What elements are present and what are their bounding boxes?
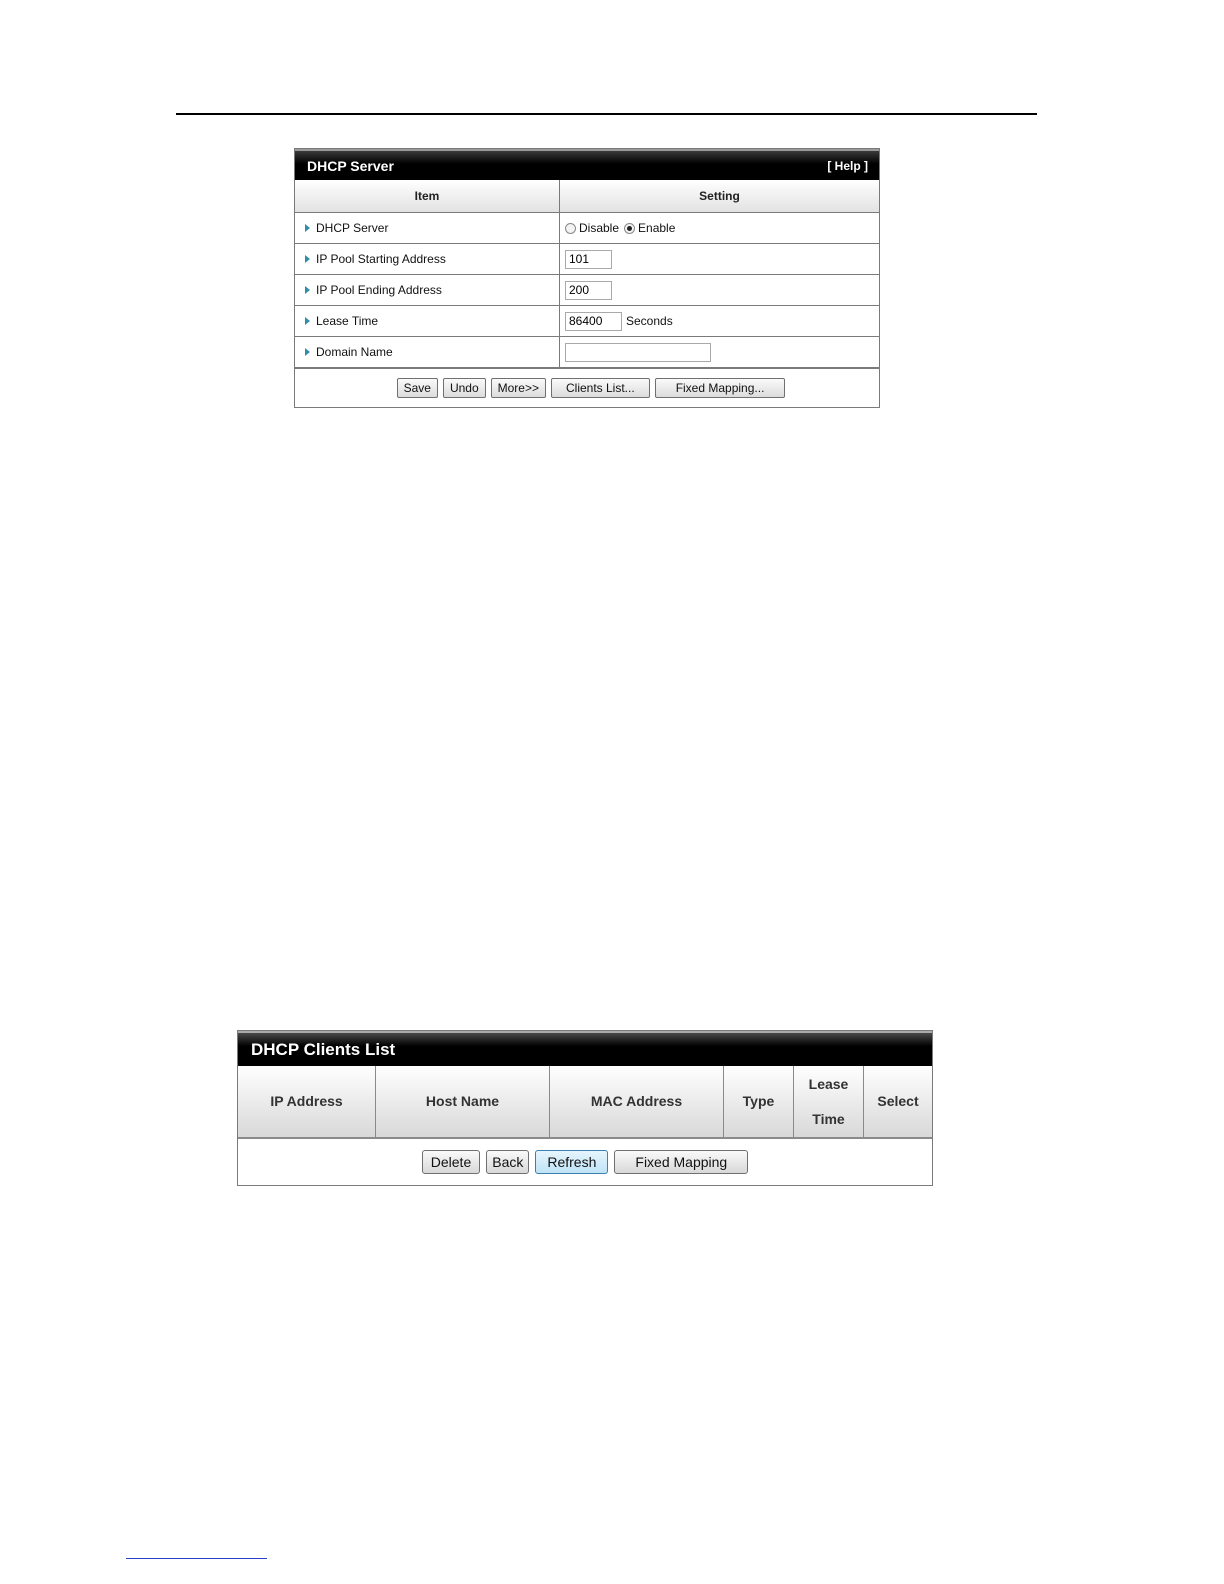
host-name-column-header: Host Name: [376, 1066, 550, 1138]
refresh-button[interactable]: Refresh: [535, 1150, 608, 1174]
table-row: [295, 244, 879, 275]
clients-list-table: [238, 1066, 932, 1138]
dhcp-server-label: DHCP Server: [316, 221, 389, 235]
dhcp-server-table: [295, 180, 879, 368]
lease-time-label: Lease Time: [316, 314, 379, 328]
back-button[interactable]: Back: [486, 1150, 529, 1174]
setting-column-header: Setting: [560, 180, 880, 213]
arrow-right-icon: [305, 255, 310, 263]
page-top-rule: [176, 113, 1037, 115]
select-column-header: Select: [864, 1066, 933, 1138]
fixed-mapping-button[interactable]: Fixed Mapping...: [655, 378, 786, 398]
footer-link-underline: [126, 1558, 267, 1559]
clients-list-button-row: [238, 1138, 932, 1185]
table-row: [295, 275, 879, 306]
save-button[interactable]: Save: [397, 378, 438, 398]
pool-end-input[interactable]: [565, 281, 612, 300]
arrow-right-icon: [305, 286, 310, 294]
header-row: [238, 1066, 932, 1138]
table-row: [295, 306, 879, 337]
disable-radio-label: Disable: [579, 221, 620, 235]
more-button[interactable]: More>>: [491, 378, 546, 398]
table-row: [295, 337, 879, 368]
disable-radio[interactable]: [565, 223, 576, 234]
lease-time-header-line2: Time: [812, 1110, 845, 1127]
arrow-right-icon: [305, 317, 310, 325]
arrow-right-icon: [305, 224, 310, 232]
clients-list-title: DHCP Clients List: [238, 1031, 932, 1066]
domain-name-input[interactable]: [565, 343, 711, 362]
enable-radio[interactable]: [624, 223, 635, 234]
dhcp-server-button-row: [295, 368, 879, 407]
mac-address-column-header: MAC Address: [550, 1066, 724, 1138]
lease-unit-label: Seconds: [626, 314, 673, 328]
lease-time-input[interactable]: [565, 312, 622, 331]
type-column-header: Type: [724, 1066, 794, 1138]
undo-button[interactable]: Undo: [443, 378, 486, 398]
table-row: [295, 213, 879, 244]
lease-time-column-header: [794, 1066, 864, 1138]
dhcp-server-title: DHCP Server: [307, 157, 394, 174]
lease-time-header-line1: Lease: [808, 1075, 849, 1092]
dhcp-server-panel: [294, 148, 880, 408]
delete-button[interactable]: Delete: [422, 1150, 480, 1174]
arrow-right-icon: [305, 348, 310, 356]
pool-start-input[interactable]: [565, 250, 612, 269]
dhcp-clients-list-panel: [237, 1030, 933, 1186]
domain-name-label: Domain Name: [316, 345, 393, 359]
pool-end-label: IP Pool Ending Address: [316, 283, 442, 297]
clients-list-button[interactable]: Clients List...: [551, 378, 650, 398]
enable-radio-label: Enable: [638, 221, 676, 235]
header-row: [295, 180, 879, 213]
dhcp-server-title-bar: [295, 149, 879, 180]
ip-address-column-header: IP Address: [238, 1066, 376, 1138]
pool-start-label: IP Pool Starting Address: [316, 252, 446, 266]
help-link[interactable]: [ Help ]: [827, 158, 868, 173]
fixed-mapping-button[interactable]: Fixed Mapping: [614, 1150, 748, 1174]
item-column-header: Item: [295, 180, 560, 213]
